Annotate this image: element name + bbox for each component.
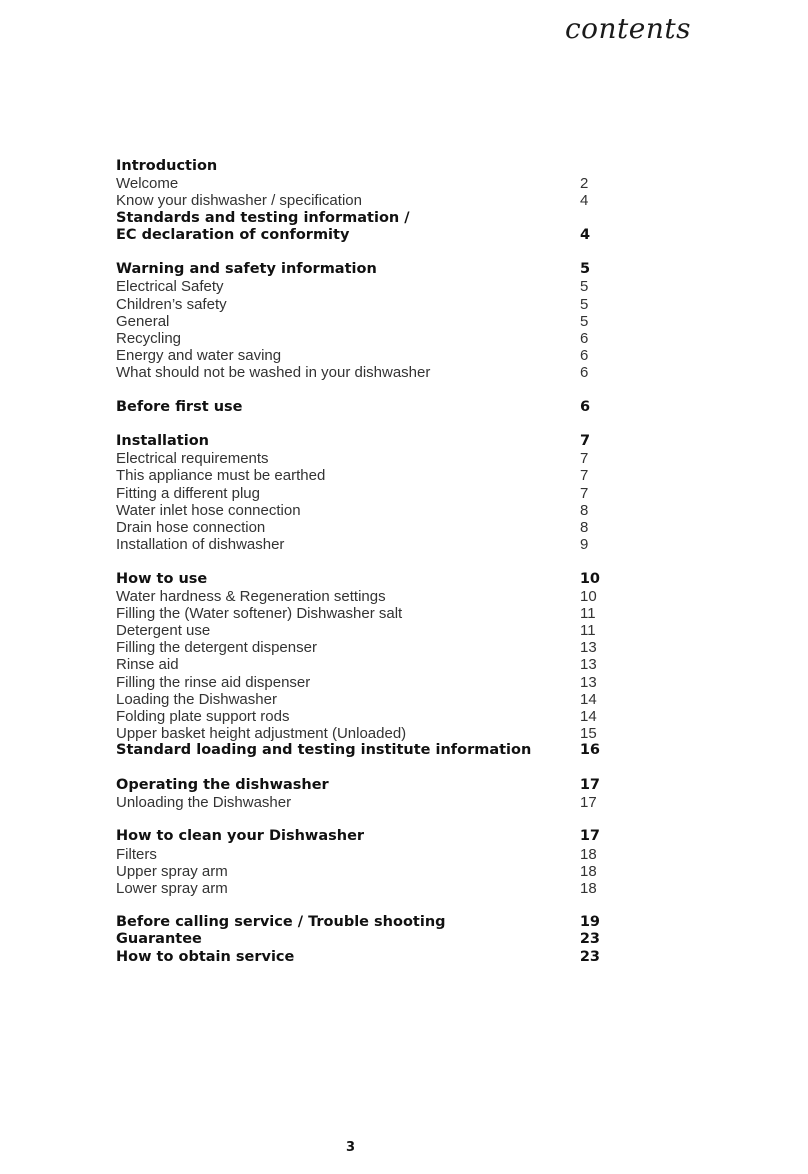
toc-entry-label: Lower spray arm <box>116 879 228 897</box>
toc-entry-label: Filling the rinse aid dispenser <box>116 673 311 691</box>
toc-entry-page: 5 <box>580 261 591 278</box>
toc-entry-page: 7 <box>580 433 591 449</box>
toc-entry <box>116 192 600 209</box>
toc-entry <box>116 794 600 811</box>
toc-entry-label: Recycling <box>116 329 182 347</box>
toc-section-heading <box>116 433 600 450</box>
toc-entry-label: Guarantee <box>116 931 202 948</box>
toc-entry <box>116 656 600 673</box>
toc-entry <box>116 639 600 656</box>
toc-entry-label: Installation <box>116 433 209 449</box>
toc-section-heading <box>116 914 600 931</box>
toc-entry-page: 18 <box>580 879 597 897</box>
toc-entry-label: Before calling service / Trouble shooting <box>116 914 446 931</box>
toc-entry-label: Unloading the Dishwasher <box>116 793 292 811</box>
toc-entry-page: 11 <box>580 622 596 640</box>
toc-entry-page: 17 <box>579 776 600 793</box>
toc-entry-label: Before first use <box>116 398 243 415</box>
toc-section-heading <box>116 210 600 227</box>
toc-entry-label: Rinse aid <box>116 656 179 674</box>
section-gap <box>116 553 600 570</box>
toc-entry <box>116 467 600 484</box>
toc-entry-label: Standard loading and testing institute information <box>116 742 532 759</box>
toc-entry-page: 7 <box>580 484 589 502</box>
toc-entry-page: 17 <box>579 828 600 845</box>
toc-entry-page: 10 <box>580 587 597 605</box>
toc-entry-page: 23 <box>579 948 600 965</box>
page-number: 3 <box>346 1140 356 1155</box>
toc-entry-label: How to use <box>116 570 208 587</box>
toc-entry-page: 15 <box>580 725 597 743</box>
toc-section-heading <box>116 828 600 845</box>
toc-entry <box>116 364 600 381</box>
toc-entry-label: Filling the (Water softener) Dishwasher salt <box>116 604 403 622</box>
toc-entry-page: 14 <box>580 708 597 725</box>
toc-entry-label: Folding plate support rods <box>116 708 290 725</box>
toc-entry-page: 5 <box>580 312 589 330</box>
toc-entry-label: Installation of dishwasher <box>116 536 285 554</box>
toc-entry <box>116 278 600 295</box>
toc-section-heading <box>116 261 600 278</box>
toc-entry-page: 5 <box>580 295 589 313</box>
toc-entry <box>116 863 600 880</box>
toc-entry <box>116 846 600 863</box>
toc-entry-label: Know your dishwasher / specification <box>116 192 362 210</box>
toc-entry <box>116 708 600 725</box>
toc-section-heading <box>116 227 600 244</box>
toc-entry-page: 18 <box>580 862 597 880</box>
toc-entry <box>116 330 600 347</box>
toc-entry-label: Drain hose connection <box>116 518 266 536</box>
toc-section-heading <box>116 399 600 416</box>
section-gap <box>116 897 600 914</box>
section-gap <box>116 381 600 398</box>
toc-entry-page: 13 <box>580 639 597 657</box>
toc-entry <box>116 347 600 364</box>
toc-entry <box>116 502 600 519</box>
section-gap <box>116 416 600 433</box>
page-title: contents <box>564 12 691 45</box>
toc-entry-label: Fitting a different plug <box>116 484 260 502</box>
toc-entry <box>116 725 600 742</box>
toc-entry-page: 8 <box>580 501 589 519</box>
toc-entry-label: Water hardness & Regeneration settings <box>116 587 386 605</box>
toc-entry <box>116 450 600 467</box>
toc-entry-page: 9 <box>580 536 589 554</box>
toc-entry-page: 6 <box>580 364 589 382</box>
toc-section-heading <box>116 158 600 175</box>
toc-section-heading <box>116 777 600 794</box>
toc-entry-page: 4 <box>580 226 591 243</box>
toc-entry-label: Operating the dishwasher <box>116 776 329 793</box>
toc-entry-label: Electrical requirements <box>116 450 269 468</box>
toc-entry <box>116 605 600 622</box>
toc-entry-label: Detergent use <box>116 622 211 640</box>
toc-entry-label: Upper spray arm <box>116 862 228 880</box>
toc-entry-label: This appliance must be earthed <box>116 467 326 485</box>
toc-entry-label: Energy and water saving <box>116 347 282 365</box>
toc-entry-page: 10 <box>579 570 600 587</box>
toc-entry-page: 13 <box>580 656 597 674</box>
toc-entry-label: Filling the detergent dispenser <box>116 639 317 657</box>
toc-entry-page: 7 <box>580 450 589 468</box>
toc-entry-label: Warning and safety information <box>116 261 377 278</box>
toc-entry-label: Water inlet hose connection <box>116 501 301 519</box>
toc-entry-label: Standards and testing information / <box>116 209 410 226</box>
toc-entry-page: 19 <box>579 914 600 931</box>
toc-entry-label: What should not be washed in your dishwasher <box>116 364 431 382</box>
toc-entry-page: 16 <box>579 742 600 759</box>
toc-entry-page: 7 <box>580 467 589 485</box>
section-gap <box>116 244 600 261</box>
toc-section-heading <box>116 742 600 759</box>
toc-entry-page: 6 <box>580 398 591 415</box>
toc-entry-page: 23 <box>579 931 600 948</box>
toc-entry-label: Welcome <box>116 175 179 193</box>
toc-entry-page: 6 <box>580 347 589 365</box>
toc-entry-label: Children’s safety <box>116 295 227 313</box>
toc-entry <box>116 485 600 502</box>
toc-entry-label: Electrical Safety <box>116 278 224 296</box>
toc-entry <box>116 519 600 536</box>
section-gap <box>116 760 600 777</box>
toc-entry-page: 14 <box>580 690 597 708</box>
table-of-contents <box>116 158 600 966</box>
toc-entry <box>116 313 600 330</box>
toc-entry <box>116 674 600 691</box>
toc-entry-label: Introduction <box>116 158 218 174</box>
toc-entry-page: 2 <box>580 175 589 193</box>
toc-entry-page: 17 <box>580 793 597 811</box>
toc-entry-page: 13 <box>580 673 597 691</box>
toc-entry-label: How to obtain service <box>116 948 295 965</box>
toc-entry <box>116 296 600 313</box>
toc-entry-label: Loading the Dishwasher <box>116 690 277 708</box>
toc-entry-page: 5 <box>580 278 589 296</box>
toc-entry-label: Filters <box>116 845 157 863</box>
toc-entry <box>116 175 600 192</box>
toc-entry <box>116 691 600 708</box>
toc-entry <box>116 880 600 897</box>
toc-section-heading <box>116 571 600 588</box>
section-gap <box>116 811 600 828</box>
toc-entry-label: How to clean your Dishwasher <box>116 828 365 845</box>
toc-entry <box>116 588 600 605</box>
toc-section-heading <box>116 931 600 948</box>
toc-entry <box>116 536 600 553</box>
toc-entry-page: 6 <box>580 329 589 347</box>
toc-entry-label: General <box>116 312 170 330</box>
toc-entry <box>116 622 600 639</box>
toc-entry-label: Upper basket height adjustment (Unloaded) <box>116 725 407 743</box>
toc-entry-page: 8 <box>580 518 589 536</box>
toc-entry-page: 11 <box>580 604 596 622</box>
toc-entry-page: 4 <box>580 192 589 210</box>
toc-entry-page: 18 <box>580 845 597 863</box>
toc-section-heading <box>116 949 600 966</box>
toc-entry-label: EC declaration of conformity <box>116 226 350 243</box>
